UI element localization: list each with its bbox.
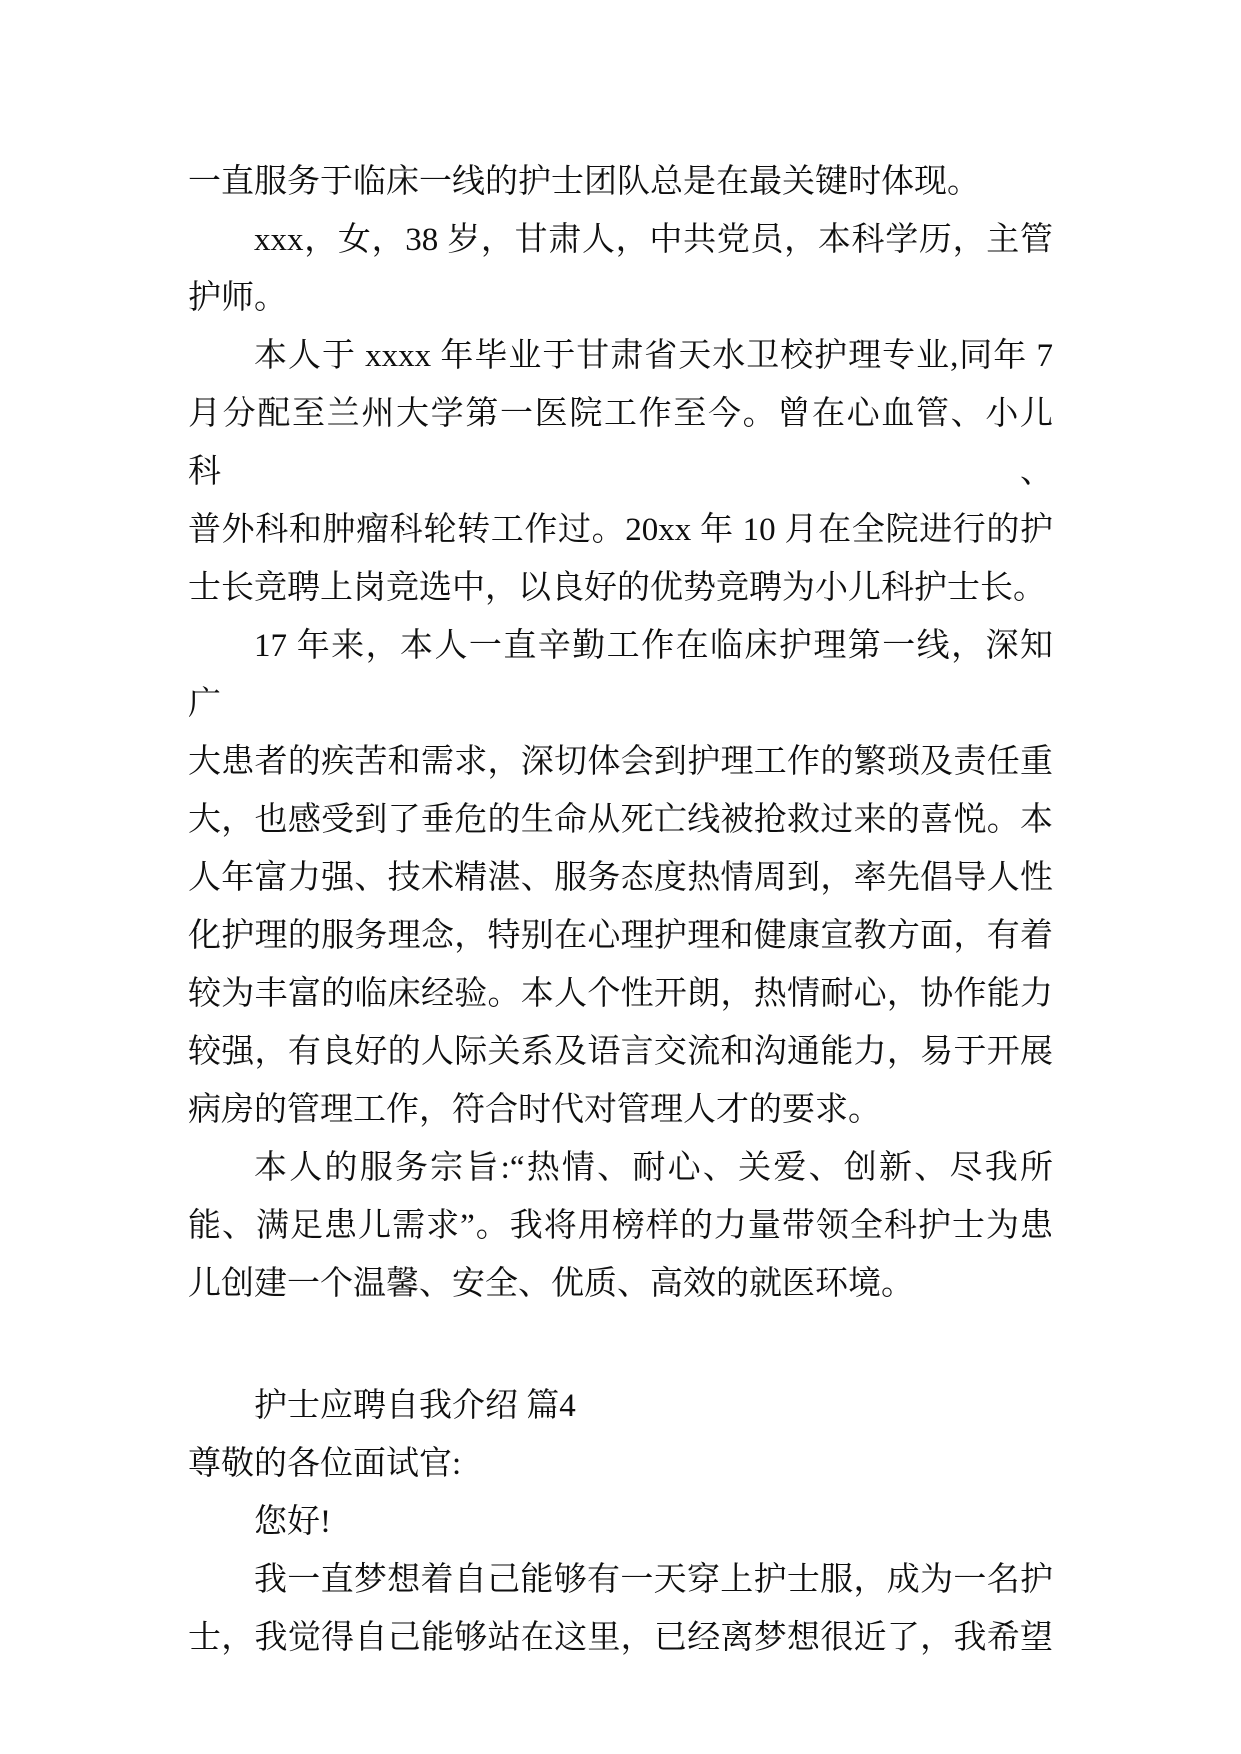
text-line: 人年富力强、技术精湛、服务态度热情周到，率先倡导人性 bbox=[188, 860, 1053, 896]
section-heading: 护士应聘自我介绍 篇4 bbox=[254, 1388, 576, 1424]
text-line: 尊敬的各位面试官: bbox=[188, 1446, 462, 1482]
text-line: xxx，女，38 岁，甘肃人，中共党员，本科学历，主管 bbox=[254, 222, 1053, 258]
text-line: 月分配至兰州大学第一医院工作至今。曾在心血管、小儿科、 bbox=[188, 396, 1053, 490]
text-line: 儿创建一个温馨、安全、优质、高效的就医环境。 bbox=[188, 1266, 914, 1302]
text-line: 较为丰富的临床经验。本人个性开朗，热情耐心，协作能力 bbox=[188, 976, 1053, 1012]
text-line: 17 年来，本人一直辛勤工作在临床护理第一线，深知广 bbox=[188, 628, 1053, 722]
text-line: 普外科和肿瘤科轮转工作过。20xx 年 10 月在全院进行的护 bbox=[188, 512, 1053, 548]
text-line: 士，我觉得自己能够站在这里，已经离梦想很近了，我希望 bbox=[188, 1620, 1053, 1656]
text-line: 士长竞聘上岗竞选中，以良好的优势竞聘为小儿科护士长。 bbox=[188, 570, 1046, 606]
text-line: 病房的管理工作，符合时代对管理人才的要求。 bbox=[188, 1092, 881, 1128]
text-line: 较强，有良好的人际关系及语言交流和沟通能力，易于开展 bbox=[188, 1034, 1053, 1070]
text-line: 您好! bbox=[254, 1504, 331, 1540]
document-content bbox=[188, 153, 1053, 1667]
text-line: 本人的服务宗旨:“热情、耐心、关爱、创新、尽我所 bbox=[254, 1150, 1053, 1186]
text-line: 本人于 xxxx 年毕业于甘肃省天水卫校护理专业,同年 7 bbox=[254, 338, 1053, 374]
text-line: 护师。 bbox=[188, 280, 287, 316]
text-line: 化护理的服务理念，特别在心理护理和健康宣教方面，有着 bbox=[188, 918, 1053, 954]
text-line: 一直服务于临床一线的护士团队总是在最关键时体现。 bbox=[188, 164, 980, 200]
text-line: 我一直梦想着自己能够有一天穿上护士服，成为一名护 bbox=[254, 1562, 1053, 1598]
text-line: 大，也感受到了垂危的生命从死亡线被抢救过来的喜悦。本 bbox=[188, 802, 1053, 838]
paragraph-spacer bbox=[188, 1313, 1053, 1371]
text-line: 能、满足患儿需求”。我将用榜样的力量带领全科护士为患 bbox=[188, 1208, 1053, 1244]
text-line: 大患者的疾苦和需求，深切体会到护理工作的繁琐及责任重 bbox=[188, 744, 1053, 780]
